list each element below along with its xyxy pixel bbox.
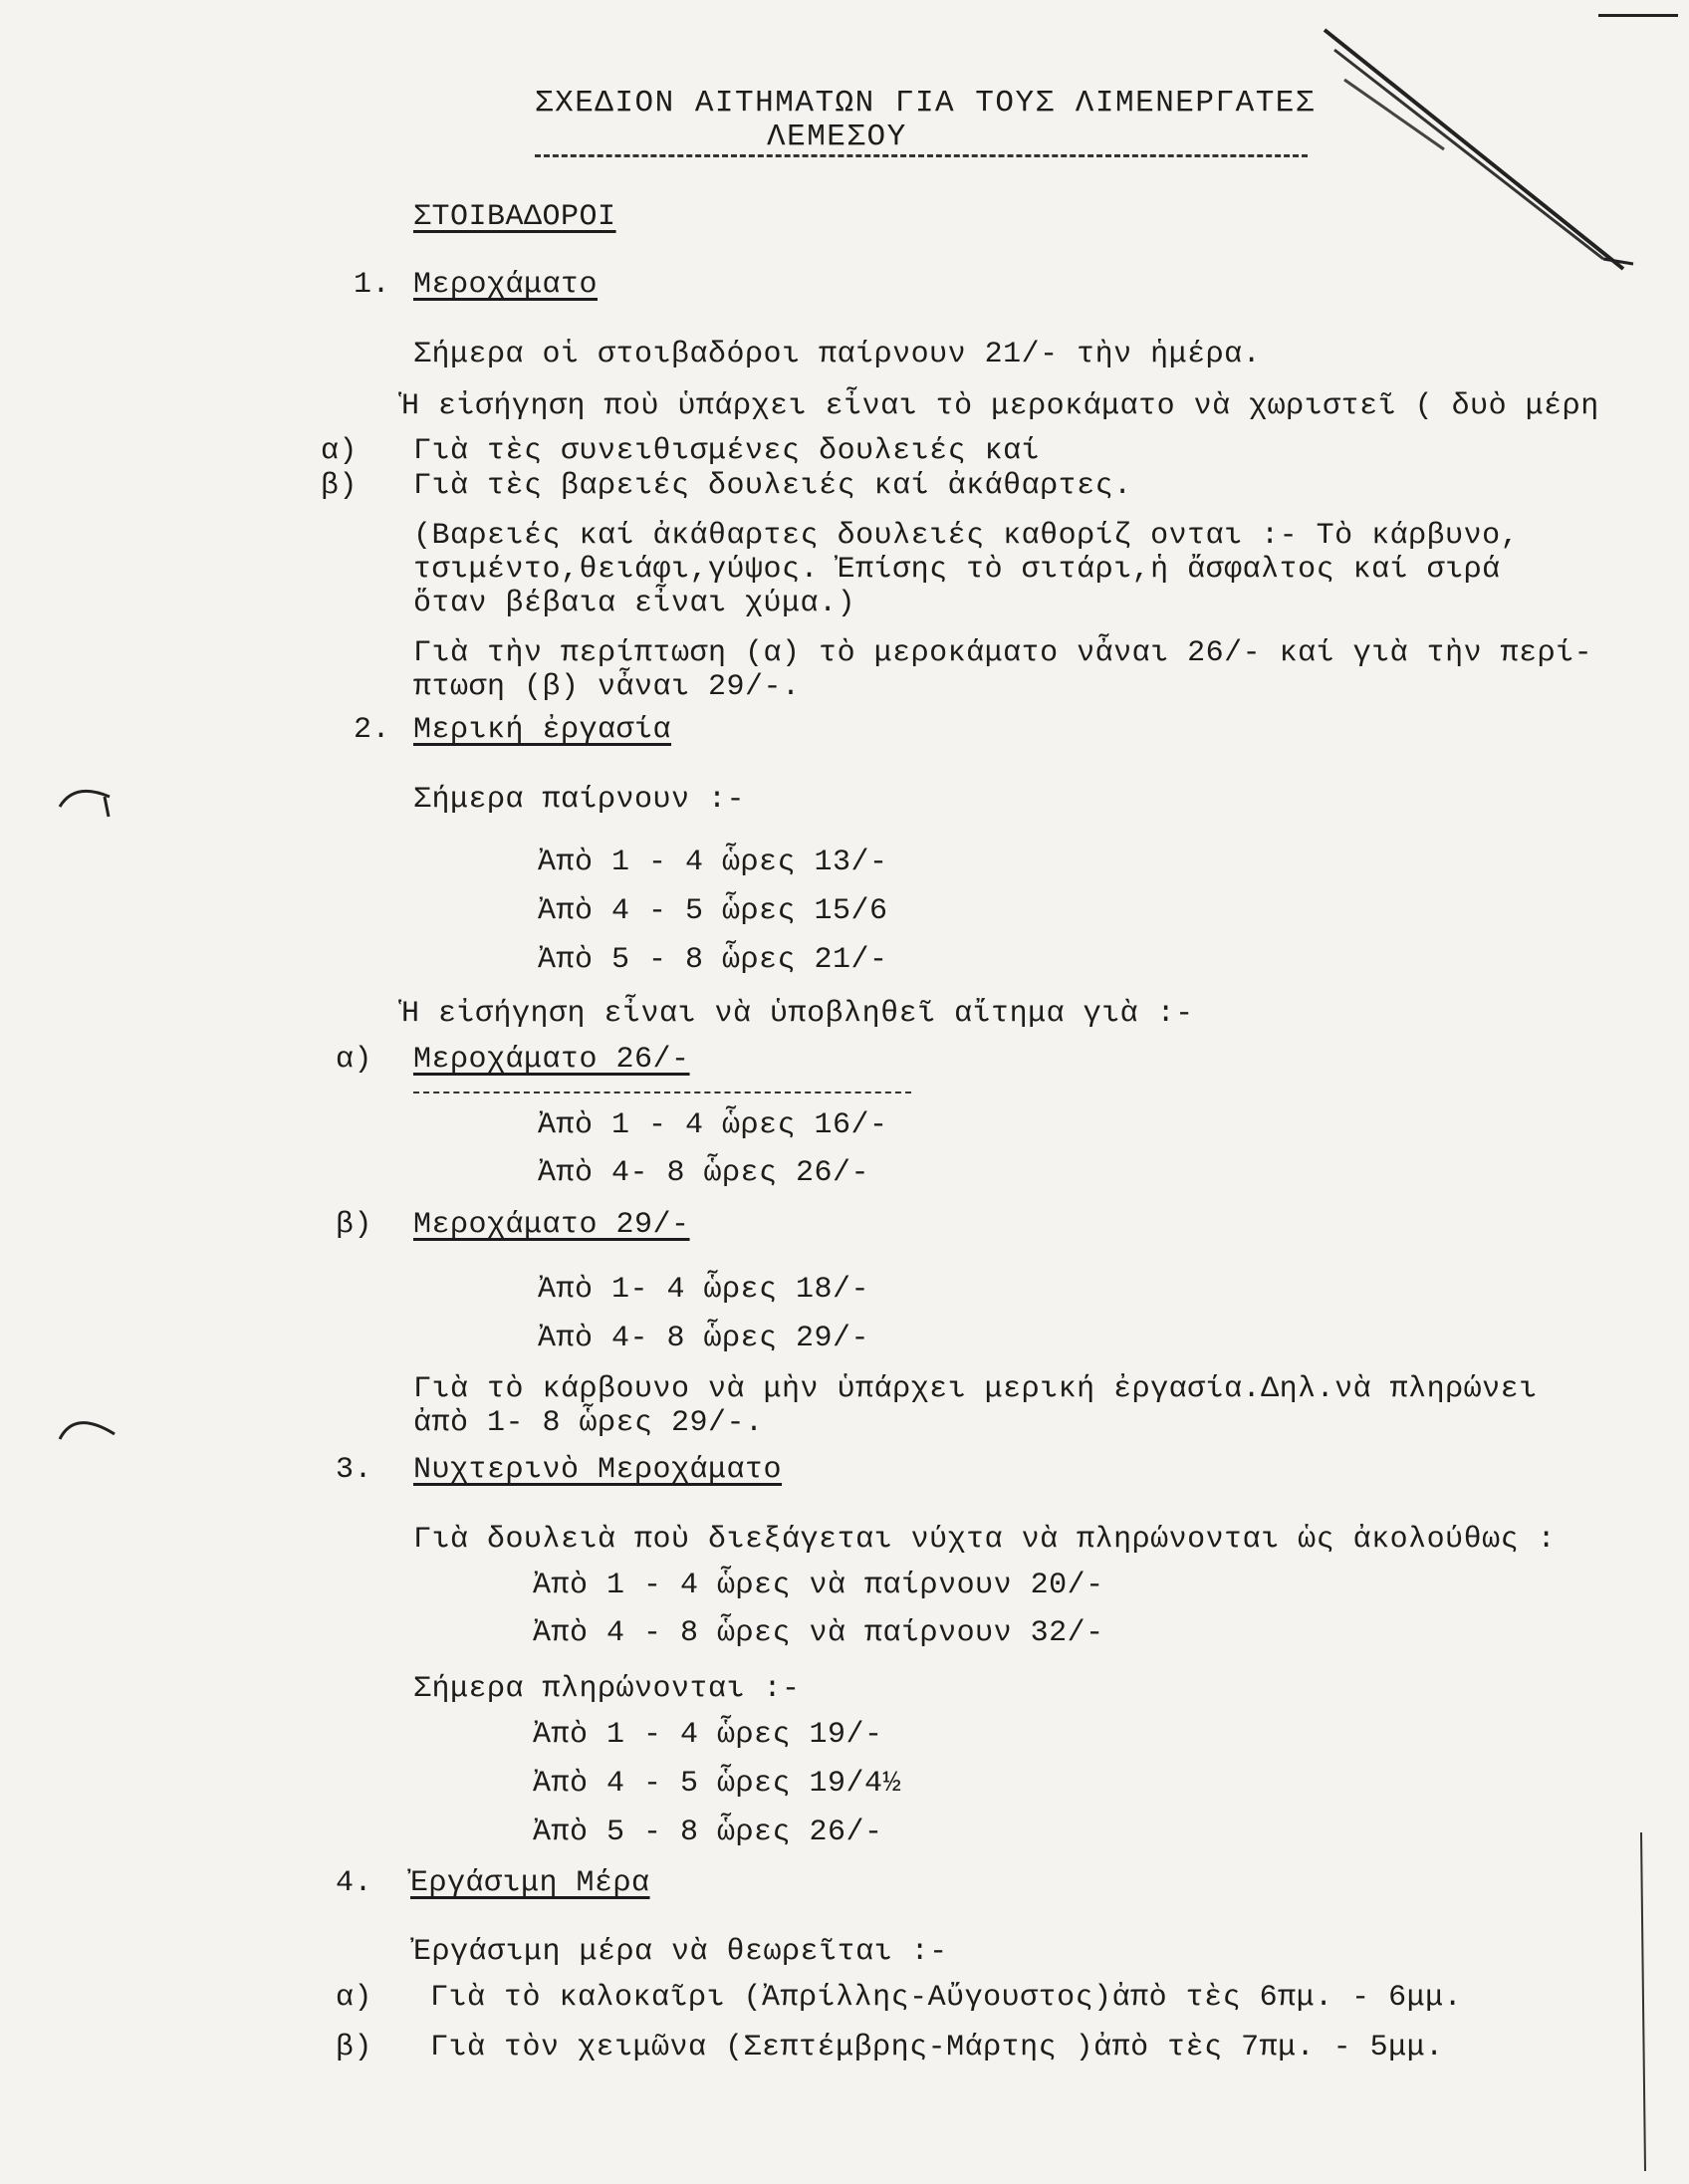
document-title-line2: ΛΕΜΕΣΟΥ (767, 120, 907, 154)
item-3-proposed-1: Ἀπὸ 1 - 4 ὧρες νὰ παίρνουν 20/- (533, 1569, 1104, 1602)
item-4-number: 4. (336, 1866, 373, 1900)
item-1-paragraph-3-line-2: τσιμέντο,θειάφι,γύψος. Ἐπίσης τὸ σιτάρι,ἡ ἄσφαλτος καί σιρά (413, 553, 1501, 587)
item-1-paragraph-3-line-1: (Βαρειές καί ἀκάθαρτες δουλειές καθορίζ ονται :- Τὸ κάρβυνο, (413, 519, 1520, 553)
item-1-paragraph-3-line-3: ὅταν βέβαια εἶναι χύμα.) (413, 587, 856, 620)
item-3-today: Σήμερα πληρώνονται :- (413, 1672, 801, 1706)
item-1-a-text: Γιὰ τὲς συνειθισμένες δουλειές καί (413, 434, 1041, 468)
item-2-a-rate-1: Ἀπὸ 1 - 4 ὧρες 16/- (538, 1108, 888, 1142)
item-1-b-text: Γιὰ τὲς βαρειές δουλειές καί ἀκάθαρτες. (413, 469, 1132, 503)
title-dashed-rule (535, 154, 1308, 157)
item-2-b-heading: Μεροχάματο 29/- (413, 1208, 690, 1242)
item-3-number: 3. (336, 1453, 373, 1487)
item-2-heading: Μερική ἐργασία (413, 713, 672, 747)
item-1-number: 1. (354, 268, 391, 302)
item-1-paragraph-2: Ἡ εἰσήγηση ποὺ ὑπάρχει εἶναι τὸ μεροκάματο νὰ χωριστεῖ ( δυὸ μέρη (401, 389, 1599, 423)
item-4-a-label: α) (336, 1981, 373, 2015)
top-edge-mark (1598, 14, 1678, 17)
punch-hole-mark-upper (55, 777, 124, 837)
item-2-rate-2: Ἀπὸ 4 - 5 ὧρες 15/6 (538, 894, 888, 928)
item-2-a-label: α) (336, 1043, 373, 1077)
item-4-b-text: Γιὰ τὸν χειμῶνα (Σεπτέμβρης-Μάρτης )ἀπὸ τὲς 7πμ. - 5μμ. (430, 2031, 1444, 2064)
item-2-rate-1: Ἀπὸ 1 - 4 ὧρες 13/- (538, 846, 888, 879)
document-title-line1: ΣΧΕΔΙΟΝ ΑΙΤΗΜΑΤΩΝ ΓΙΑ ΤΟΥΣ ΛΙΜΕΝΕΡΓΑΤΕΣ (535, 86, 1317, 121)
pen-stroke-top-right (1305, 20, 1643, 299)
item-1-paragraph-4-line-2: πτωση (β) νἆναι 29/-. (413, 670, 801, 704)
item-1-paragraph-1: Σήμερα οἱ στοιβαδόροι παίρνουν 21/- τὴν ἡμέρα. (413, 338, 1262, 371)
item-1-heading: Μεροχάματο (413, 268, 599, 302)
item-4-intro: Ἐργάσιμη μέρα νὰ θεωρεῖται :- (413, 1935, 948, 1969)
item-4-a-text: Γιὰ τὸ καλοκαῖρι (Ἀπρίλλης-Αὔγουστος)ἀπὸ τὲς 6πμ. - 6μμ. (430, 1981, 1463, 2015)
item-2-note-line-1: Γιὰ τὸ κάρβουνο νὰ μὴν ὑπάρχει μερική ἐργασία.Δηλ.νὰ πληρώνει (413, 1372, 1538, 1406)
item-3-heading: Νυχτερινὸ Μεροχάματο (413, 1453, 783, 1487)
item-3-current-1: Ἀπὸ 1 - 4 ὧρες 19/- (533, 1718, 883, 1752)
item-2-b-rate-2: Ἀπὸ 4- 8 ὧρες 29/- (538, 1322, 870, 1355)
item-2-proposal: Ἡ εἰσήγηση εἶναι νὰ ὑποβληθεῖ αἴτημα γιὰ :- (401, 997, 1194, 1031)
item-2-intro: Σήμερα παίρνουν :- (413, 783, 746, 817)
item-2-a-heading: Μεροχάματο 26/- (413, 1043, 690, 1077)
item-2-a-rate-2: Ἀπὸ 4- 8 ὧρες 26/- (538, 1156, 870, 1190)
punch-hole-mark-lower (55, 1404, 124, 1464)
item-2-rate-3: Ἀπὸ 5 - 8 ὧρες 21/- (538, 943, 888, 977)
item-3-proposed-2: Ἀπὸ 4 - 8 ὧρες νὰ παίρνουν 32/- (533, 1616, 1104, 1650)
item-1-a-label: α) (321, 434, 359, 468)
item-1-paragraph-4-line-1: Γιὰ τὴν περίπτωση (α) τὸ μεροκάματο νἆναι 26/- καί γιὰ τὴν περί- (413, 636, 1593, 670)
item-2-b-label: β) (336, 1208, 373, 1242)
item-3-intro: Γιὰ δουλειὰ ποὺ διεξάγεται νύχτα νὰ πληρώνονται ὡς ἀκολούθως : (413, 1523, 1557, 1557)
item-4-heading: Ἐργάσιμη Μέρα (410, 1866, 650, 1900)
item-2-number: 2. (354, 713, 391, 747)
section-heading: ΣΤΟΙΒΑΔΟΡΟΙ (413, 200, 616, 234)
item-1-b-label: β) (321, 469, 359, 503)
item-3-current-3: Ἀπὸ 5 - 8 ὧρες 26/- (533, 1816, 883, 1849)
item-2-dashed-rule (413, 1092, 911, 1093)
item-4-b-label: β) (336, 2031, 373, 2064)
item-3-current-2: Ἀπὸ 4 - 5 ὧρες 19/4½ (533, 1767, 902, 1801)
item-2-b-rate-1: Ἀπὸ 1- 4 ὧρες 18/- (538, 1273, 870, 1307)
item-2-note-line-2: ἀπὸ 1- 8 ὧρες 29/-. (413, 1406, 764, 1440)
right-margin-line (1633, 1832, 1653, 2171)
